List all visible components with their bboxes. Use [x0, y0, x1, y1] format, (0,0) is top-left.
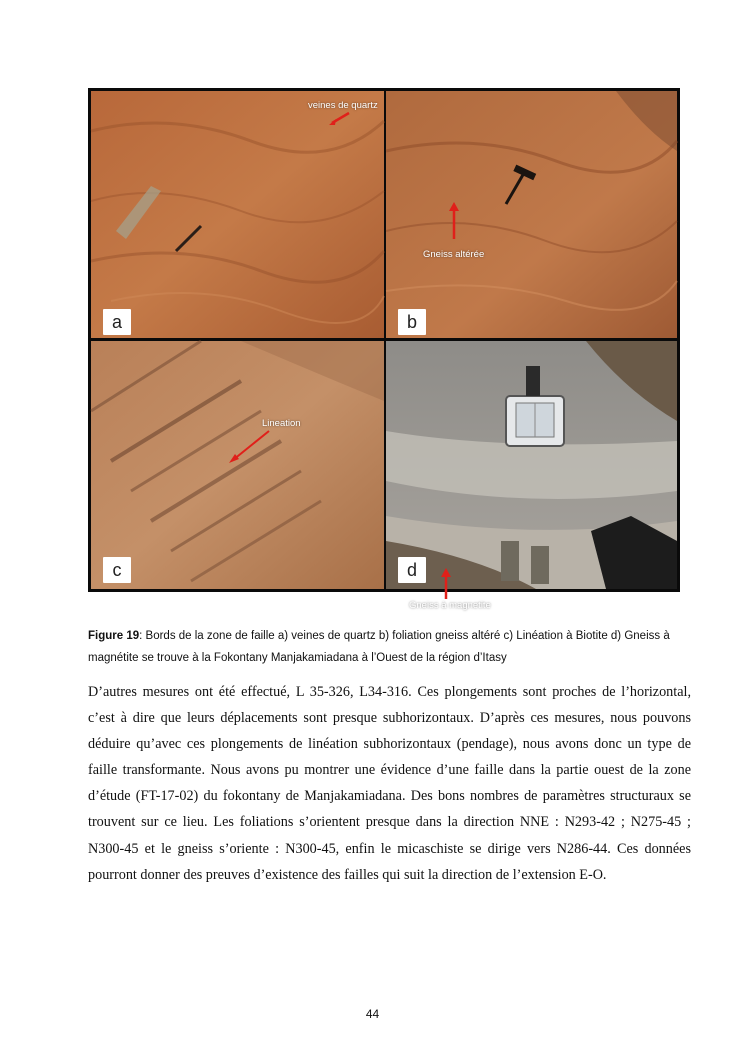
red-arrow-icon [227, 429, 271, 465]
photo-panel-c [91, 341, 384, 589]
panel-letter-a: a [103, 309, 131, 335]
panel-letter-c: c [103, 557, 131, 583]
photo-a-rock-surface [91, 91, 384, 338]
panel-letter-b: b [398, 309, 426, 335]
photo-d-gneiss-outcrop [386, 341, 677, 589]
photo-panel-b [386, 91, 677, 338]
annotation-lineation: Lineation [262, 418, 301, 429]
figure-19 [88, 88, 680, 611]
page-number: 44 [365, 1007, 380, 1021]
photo-c-rock-surface [91, 341, 384, 589]
red-arrow-icon [327, 111, 351, 127]
photo-panel-a [91, 91, 384, 338]
annotation-gneiss-a-magnetite: Gneiss à magnetite [409, 600, 491, 611]
caption-label: Figure 19 [88, 630, 140, 642]
panel-letter-d: d [398, 557, 426, 583]
annotation-gneiss-alteree: Gneiss altérée [423, 249, 485, 260]
red-arrow-icon [440, 567, 452, 601]
annotation-veines-de-quartz: veines de quartz [308, 100, 378, 111]
red-arrow-icon [448, 201, 460, 241]
caption-text: : Bords de la zone de faille a) veines de quartz b) foliation gneiss altéré c) Linéation à Biotite d) Gneiss à magnétite se trouve à la Fokontany Manjakamiadana à l’Ouest de la région d’Itasy [88, 630, 670, 664]
figure-caption [88, 625, 688, 669]
photo-b-rock-surface [386, 91, 677, 338]
photo-panel-d [386, 341, 677, 611]
body-paragraph: D’autres mesures ont été effectué, L 35-326, L34-316. Ces plongements sont proches de l’horizontal, c’est à dire que leurs déplacements sont presque subhorizontaux. D’après ces mesures, nous pouvons déduire qu’avec ces plongements de linéation subhorizontaux (pendage), nous avons donc un type de faille transformante. Nous avons pu montrer une évidence d’une faille dans la partie ouest de la zone d’étude (FT-17-02) du fokontany de Manjakamiadana. Des bons nombres de paramètres structuraux se trouvent sur ce lieu. Les foliations s’orientent presque dans la direction NNE : N293-42 ; N275-45 ; N300-45 et le gneiss s’oriente : N300-45, enfin le micaschiste se dirige vers N286-44. Ces données pourront donner des preuves d’existence des failles qui suit la direction de l’extension E-O. [88, 684, 691, 883]
